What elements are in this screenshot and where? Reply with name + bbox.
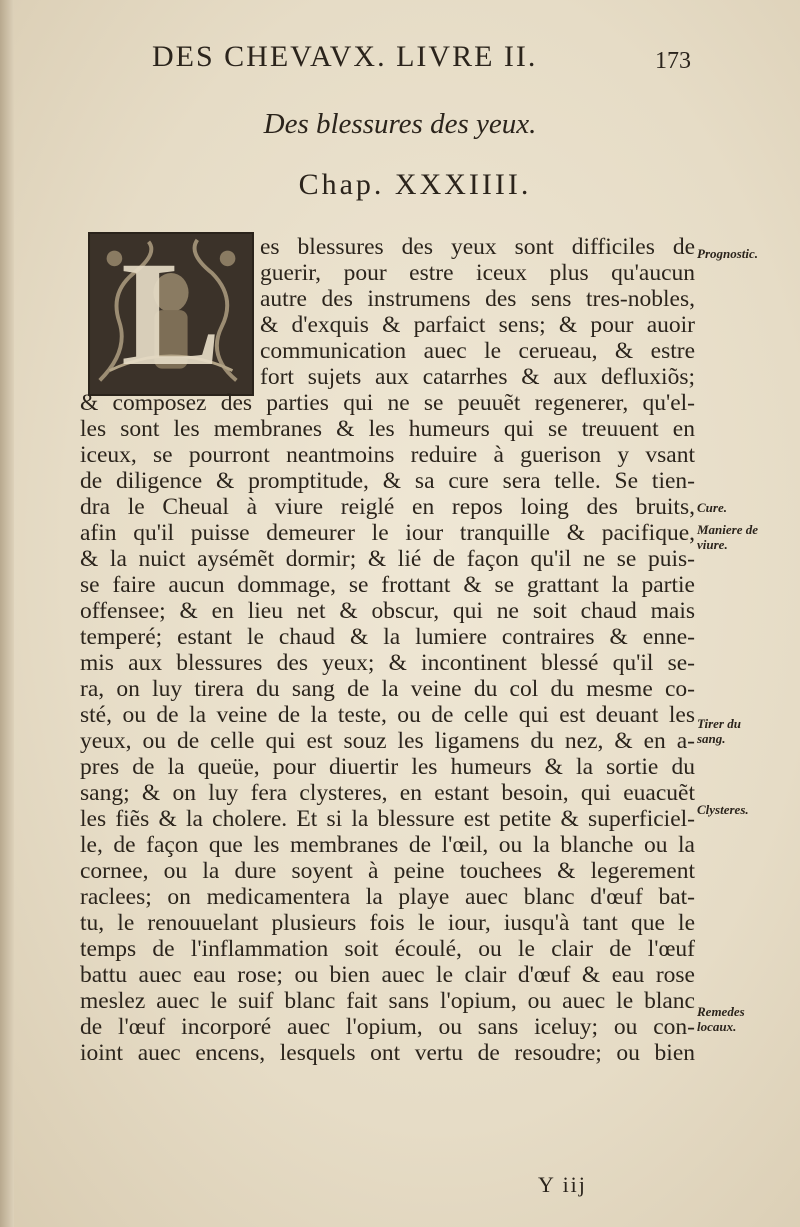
- text-line: cornee, ou la dure soyent à peine touchees & legerement: [80, 858, 695, 884]
- text-line: yeux, ou de celle qui est souz les ligamens du nez, & en a-: [80, 728, 695, 754]
- text-line: & la nuict aysémẽt dormir; & lié de façon qu'il ne se puis-: [80, 546, 695, 572]
- text-line: meslez auec le suif blanc fait sans l'opium, ou auec le blanc: [80, 988, 695, 1014]
- text-line: les sont les membranes & les humeurs qui se treuuent en: [80, 416, 695, 442]
- chapter-title: Des blessures des yeux.: [263, 108, 537, 140]
- text-line: mis aux blessures des yeux; & incontinent blessé qu'il se-: [80, 650, 695, 676]
- text-line: se faire aucun dommage, se frottant & se grattant la partie: [80, 572, 695, 598]
- text-line: ra, on luy tirera du sang de la veine du col du mesme co-: [80, 676, 695, 702]
- text-line: iceux, se pourront neantmoins reduire à guerison y vsant: [80, 442, 695, 468]
- text-line: sté, ou de la veine de la teste, ou de celle qui est deuant les: [80, 702, 695, 728]
- text-line: les fiẽs & la cholere. Et si la blessure est petite & superficiel-: [80, 806, 695, 832]
- text-line: ioint auec encens, lesquels ont vertu de resoudre; ou bien: [80, 1040, 695, 1066]
- text-line: es blessures des yeux sont difficiles de: [260, 234, 695, 260]
- running-head: DES CHEVAVX. LIVRE II.: [152, 40, 538, 73]
- text-line: afin qu'il puisse demeurer le iour tranquille & pacifique,: [80, 520, 695, 546]
- text-line: communication auec le cerueau, & estre: [260, 338, 695, 364]
- text-line: tu, le renouuelant plusieurs fois le iour, iusqu'à tant que le: [80, 910, 695, 936]
- page-header: [0, 40, 800, 80]
- decorated-initial: [88, 232, 254, 396]
- text-line: & composez des parties qui ne se peuuẽt regenerer, qu'el-: [80, 390, 695, 416]
- text-line: sang; & on luy fera clysteres, en estant besoin, qui euacuẽt: [80, 780, 695, 806]
- margin-note-tirer-du-sang: Tirer du sang.: [697, 716, 741, 746]
- text-line: temperé; estant le chaud & la lumiere contraires & enne-: [80, 624, 695, 650]
- margin-note-clysteres: Clysteres.: [697, 802, 749, 817]
- text-line: fort sujets aux catarrhes & aux defluxiõs;: [260, 364, 695, 390]
- text-line: de diligence & promptitude, & sa cure sera telle. Se tien-: [80, 468, 695, 494]
- text-line: & d'exquis & parfaict sens; & pour auoir: [260, 312, 695, 338]
- initial-letter: L: [120, 232, 222, 396]
- margin-note-cure: Cure.: [697, 500, 727, 515]
- chapter-heading: Chap. XXXIIII.: [298, 168, 532, 201]
- text-line: raclees; on medicamentera la playe auec blanc d'œuf bat-: [80, 884, 695, 910]
- text-line: offensee; & en lieu net & obscur, qui ne soit chaud mais: [80, 598, 695, 624]
- text-line: guerir, pour estre iceux plus qu'aucun: [260, 260, 695, 286]
- margin-note-remedes-locaux: Remedes locaux.: [697, 1004, 745, 1034]
- page-number: 173: [655, 48, 691, 74]
- text-line: temps de l'inflammation soit écoulé, ou le clair de l'œuf: [80, 936, 695, 962]
- text-line: dra le Cheual à viure reiglé en repos loing des bruits,: [80, 494, 695, 520]
- text-line: pres de la queüe, pour diuertir les humeurs & la sortie du: [80, 754, 695, 780]
- text-line: autre des instrumens des sens tres-nobles,: [260, 286, 695, 312]
- text-line: battu auec eau rose; ou bien auec le clair d'œuf & eau rose: [80, 962, 695, 988]
- signature-mark: Y iij: [538, 1172, 587, 1197]
- margin-note-prognostic: Prognostic.: [697, 246, 759, 261]
- margin-note-maniere-de-viure: Maniere de viure.: [697, 522, 759, 552]
- text-line: de l'œuf incorporé auec l'opium, ou sans iceluy; ou con-: [80, 1014, 695, 1040]
- text-line: le, de façon que les membranes de l'œil, ou la blanche ou la: [80, 832, 695, 858]
